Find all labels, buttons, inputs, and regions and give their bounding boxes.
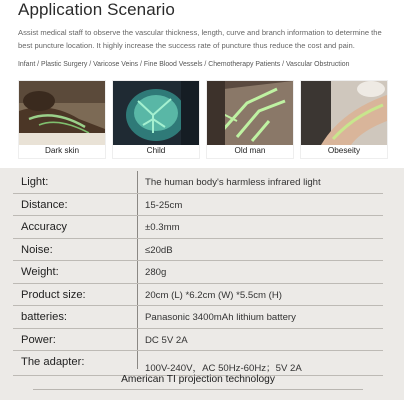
application-scenario-section <box>0 0 404 168</box>
spec-label: Noise: <box>21 243 53 256</box>
photo-caption: Obeseity <box>327 146 361 155</box>
spec-row-weight <box>13 261 383 284</box>
spec-value: 280g <box>145 267 167 278</box>
section-description: Assist medical staff to observe the vascular thickness, length, curve and branch information to determine the best puncture location. It highly increase the success rate of puncture thus reduce the cost and pain. <box>18 28 382 50</box>
spec-row-power <box>13 329 383 352</box>
photo-card-child <box>112 80 200 159</box>
spec-label: Power: <box>21 333 56 346</box>
spec-row-batteries <box>13 306 383 329</box>
photo-card-obesity <box>300 80 388 159</box>
spec-value: ±0.3mm <box>145 222 180 233</box>
footer-divider <box>33 389 363 390</box>
spec-label: Accuracy <box>21 221 68 233</box>
spec-value: ≤20dB <box>145 244 173 256</box>
spec-label: Product size: <box>21 288 86 301</box>
photo-card-dark-skin <box>18 80 106 159</box>
spec-label: batteries: <box>21 311 68 323</box>
photo-card-old-man <box>206 80 294 159</box>
photo-caption: Dark skin <box>44 146 80 155</box>
child-hand-photo <box>113 81 199 145</box>
photo-caption: Child <box>146 146 166 155</box>
spec-value: 20cm (L) *6.2cm (W) *5.5cm (H) <box>145 289 282 301</box>
spec-row-distance <box>13 194 383 217</box>
spec-row-adapter <box>13 351 383 376</box>
spec-value: 100V-240V，AC 50Hz-60Hz；5V 2A <box>145 363 302 374</box>
spec-value: DC 5V 2A <box>145 334 188 346</box>
photo-caption: Old man <box>234 146 266 155</box>
spec-label: The adapter: <box>21 356 85 368</box>
specifications-table <box>0 168 404 400</box>
spec-value: 15-25cm <box>145 199 183 211</box>
old-man-hand-photo <box>207 81 293 145</box>
spec-row-accuracy <box>13 216 383 239</box>
application-tags: Infant / Plastic Surgery / Varicose Veins / Fine Blood Vessels / Chemotherapy Patients / Vascular Obstruction <box>18 61 350 68</box>
spec-label: Distance: <box>21 198 68 211</box>
spec-label: Weight: <box>21 266 59 278</box>
spec-row-noise <box>13 239 383 262</box>
dark-skin-arm-photo <box>19 81 105 145</box>
section-title: Application Scenario <box>18 0 175 19</box>
spec-label: Light: <box>21 176 49 188</box>
obese-arm-photo <box>301 81 387 145</box>
spec-value: The human body's harmless infrared light <box>145 177 321 188</box>
spec-value: Panasonic 3400mAh lithium battery <box>145 312 296 323</box>
scenario-photos <box>18 80 388 160</box>
spec-row-product-size <box>13 284 383 307</box>
projection-technology-note: American TI projection technology <box>121 374 275 385</box>
spec-row-light <box>13 171 383 194</box>
